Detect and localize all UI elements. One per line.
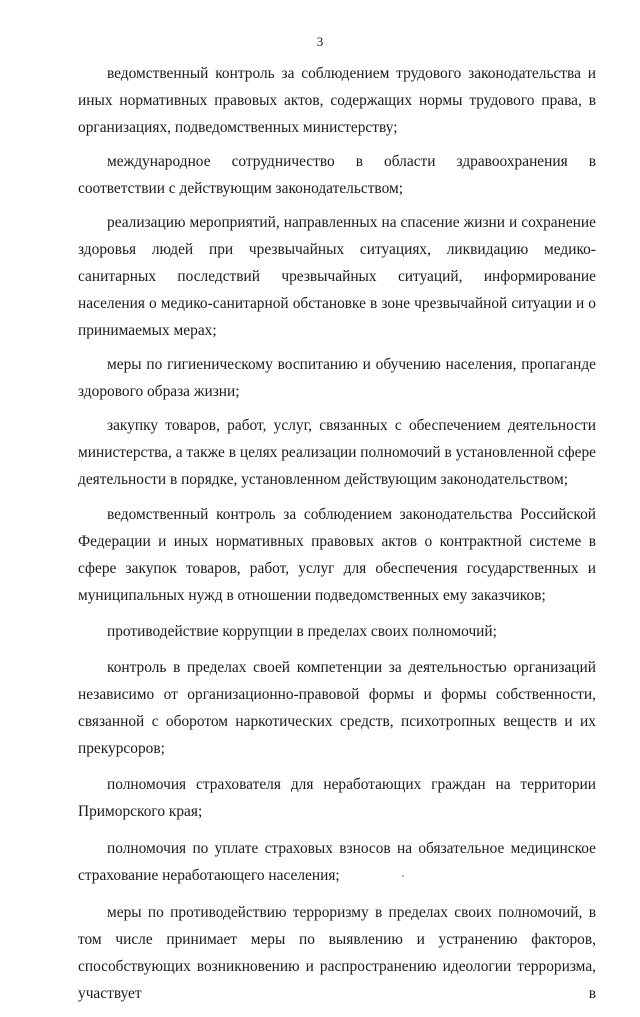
paragraph: ведомственный контроль за соблюдением законодательства Российской Федерации и иных нормативных правовых актов о контрактной системе в сфере закупок товаров, работ, услуг для обеспечения государственных и муниципальных нужд в отношении подведомственных ему заказчиков; [78, 506, 596, 605]
paragraph: меры по гигиеническому воспитанию и обучению населения, пропаганде здорового образа жизни; [78, 355, 596, 400]
paragraph: полномочия страхователя для неработающих граждан на территории Приморского края; [78, 776, 596, 821]
paragraph: полномочия по уплате страховых взносов на обязательное медицинское страхование неработающего населения; [78, 839, 596, 884]
paragraph: реализацию мероприятий, направленных на спасение жизни и сохранение здоровья людей при чрезвычайных ситуациях, ликвидацию медико-санитарных последствий чрезвычайных ситуаций, информирование населения о медико-санитарной обстановке в зоне чрезвычайной ситуации и о принимаемых мерах; [78, 213, 596, 339]
paragraph: контроль в пределах своей компетенции за деятельностью организаций независимо от организационно-правовой формы и формы собственности, связанной с оборотом наркотических средств, психотропных веществ и их прекурсоров; [78, 659, 596, 758]
paragraph: закупку товаров, работ, услуг, связанных с обеспечением деятельности министерства, а также в целях реализации полномочий в установленной сфере деятельности в порядке, установленном действующим законодательством; [78, 417, 596, 489]
paragraph: международное сотрудничество в области здравоохранения в соответствии с действующим законодательством; [78, 152, 596, 197]
document-body [78, 60, 596, 1017]
page-number: 3 [316, 34, 324, 49]
paragraph: противодействие коррупции в пределах своих полномочий; [107, 622, 497, 640]
paragraph: ведомственный контроль за соблюдением трудового законодательства и иных нормативных правовых актов, содержащих нормы трудового права, в организациях, подведомственных министерству; [78, 65, 596, 136]
paragraph-continued: меры по противодействию терроризму в пределах своих полномочий, в том числе принимает меры по выявлению и устранению факторов, способствующих возникновению и распространению идеологии терроризма, участвует в [78, 903, 596, 1002]
scan-speck [402, 875, 404, 877]
